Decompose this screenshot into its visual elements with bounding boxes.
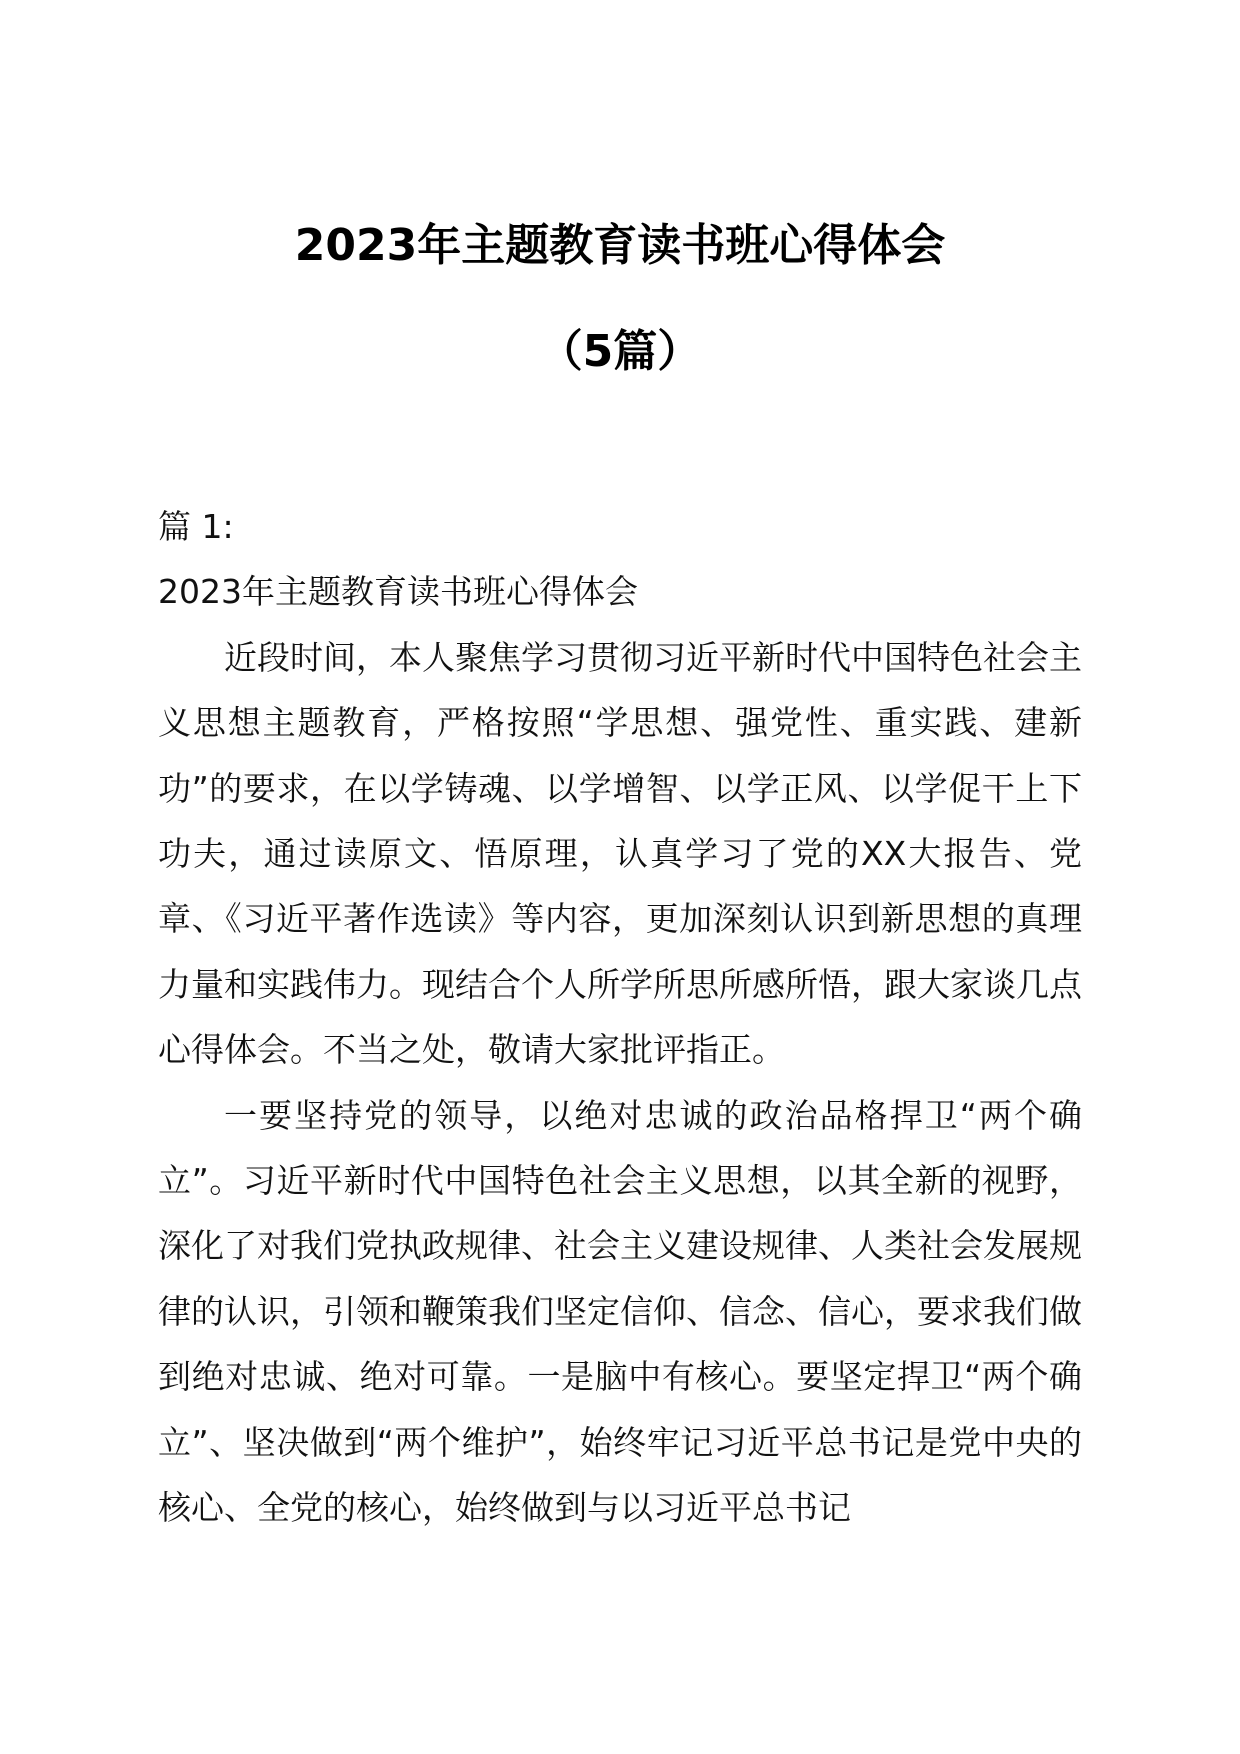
document-subtitle: （5篇） [538,326,702,377]
document-title: 2023年主题教育读书班心得体会 [294,220,946,271]
document-body [158,494,1082,1541]
paragraph-intro: 近段时间，本人聚焦学习贯彻习近平新时代中国特色社会主义思想主题教育，严格按照“学思想、强党性、重实践、建新功”的要求，在以学铸魂、以学增智、以学正风、以学促干上下功夫，通过读原文、悟原理，认真学习了党的XX大报告、党章、《习近平著作选读》等内容，更加深刻认识到新思想的真理力量和实践伟力。现结合个人所学所思所感所悟，跟大家谈几点心得体会。不当之处，敬请大家批评指正。 [158,637,1082,1070]
section-title: 2023年主题教育读书班心得体会 [158,572,638,612]
section-label: 篇 1: [158,507,234,546]
paragraph-point-one: 一要坚持党的领导，以绝对忠诚的政治品格捍卫“两个确立”。习近平新时代中国特色社会主义思想，以其全新的视野，深化了对我们党执政规律、社会主义建设规律、人类社会发展规律的认识，引领和鞭策我们坚定信仰、信念、信心，要求我们做到绝对忠诚、绝对可靠。一是脑中有核心。要坚定捍卫“两个确立”、坚决做到“两个维护”，始终牢记习近平总书记是党中央的核心、全党的核心，始终做到与以习近平总书记 [158,1095,1082,1528]
